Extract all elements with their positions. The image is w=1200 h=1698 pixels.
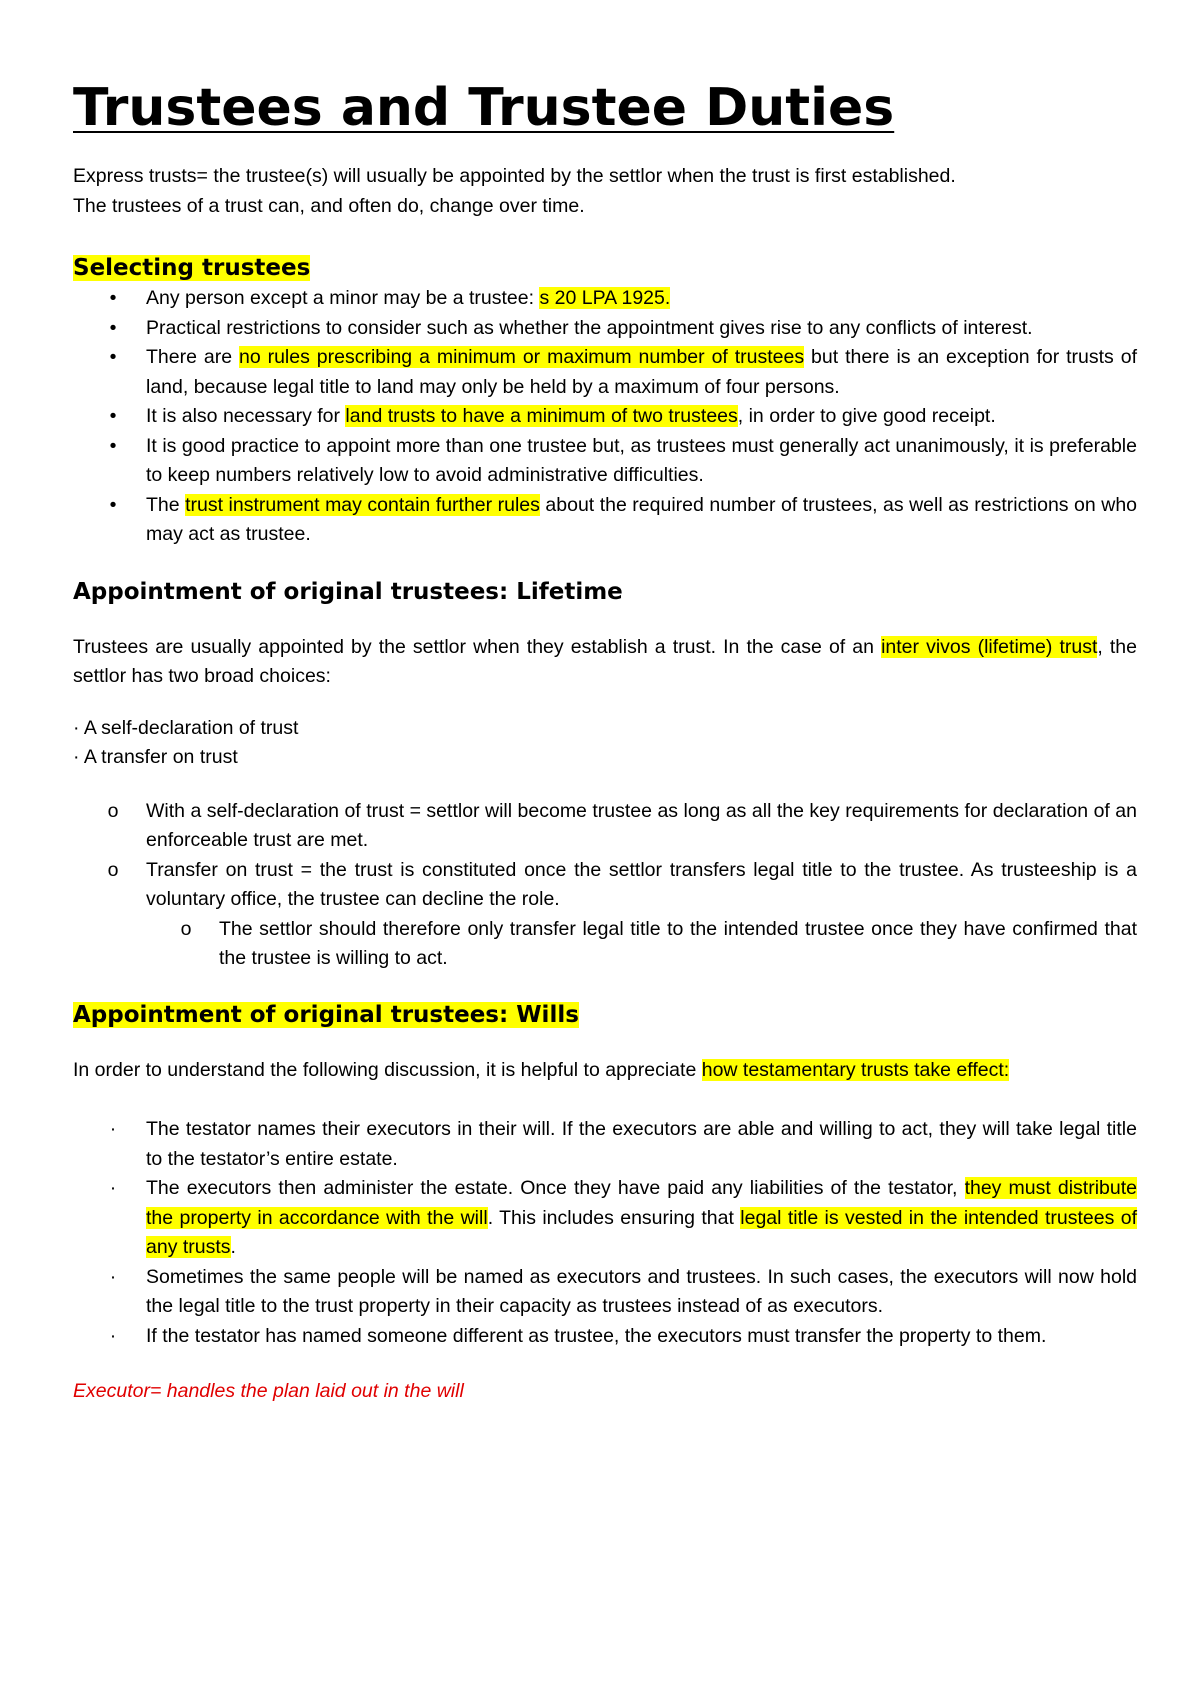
choice-transfer: · A transfer on trust [73,746,238,768]
bullet-marker: • [109,346,117,368]
wills-list [73,1115,1137,1351]
circle-marker: o [107,858,119,881]
page-title: Trustees and Trustee Duties [73,78,895,138]
list-item: · The executors then administer the estate. Once they have paid any liabilities of the testator, they must distribute the property in accordance with the will. This includes ensuring that legal title is vested in the intended trustees of any trusts. [73,1174,1137,1263]
bullet-marker: • [109,287,117,309]
list-item: · Sometimes the same people will be named as executors and trustees. In such cases, the executors will now hold the legal title to the trust property in their capacity as trustees instead of as executors. [73,1263,1137,1322]
executor-note: Executor= handles the plan laid out in the will [73,1380,464,1402]
selecting-trustees-list [73,284,1137,550]
list-item: • It is also necessary for land trusts to have a minimum of two trustees, in order to give good receipt. [73,402,1137,432]
list-item: o The settlor should therefore only transfer legal title to the intended trustee once they have confirmed that the trustee is willing to act. [73,915,1137,974]
list-item: • Any person except a minor may be a trustee: s 20 LPA 1925. [73,284,1137,314]
dot-marker: · [109,1265,117,1288]
circle-marker: o [107,799,119,822]
heading-lifetime: Appointment of original trustees: Lifetime [73,578,623,605]
circle-marker: o [180,917,192,940]
heading-selecting-trustees: Selecting trustees [73,255,311,281]
lifetime-paragraph: Trustees are usually appointed by the settlor when they establish a trust. In the case of an inter vivos (lifetime) trust, the settlor has two broad choices: [73,635,1137,687]
wills-paragraph: In order to understand the following discussion, it is helpful to appreciate how testamentary trusts take effect: [73,1058,1010,1081]
list-item: · The testator names their executors in their will. If the executors are able and willing to act, they will take legal title to the testator’s entire estate. [73,1115,1137,1174]
list-item: • The trust instrument may contain further rules about the required number of trustees, as well as restrictions on who may act as trustee. [73,491,1137,550]
bullet-marker: • [109,316,117,339]
list-item: o With a self-declaration of trust = settlor will become trustee as long as all the key requirements for declaration of an enforceable trust are met. [73,797,1137,856]
list-item: · If the testator has named someone different as trustee, the executors must transfer the property to them. [73,1322,1137,1352]
list-item: • It is good practice to appoint more than one trustee but, as trustees must generally act unanimously, it is preferable to keep numbers relatively low to avoid administrative difficulties. [73,432,1137,491]
list-item: • Practical restrictions to consider such as whether the appointment gives rise to any conflicts of interest. [73,314,1137,344]
heading-wills: Appointment of original trustees: Wills [73,1001,579,1028]
dot-marker: · [109,1324,117,1347]
intro-line-2: The trustees of a trust can, and often do, change over time. [73,194,585,217]
dot-marker: · [109,1177,117,1199]
dot-marker: · [109,1118,117,1140]
document-body [73,66,1137,1407]
bullet-marker: • [109,405,117,427]
bullet-marker: • [109,434,117,457]
list-item: • There are no rules prescribing a minimum or maximum number of trustees but there is an exception for trusts of land, because legal title to land may only be held by a maximum of four persons. [73,343,1137,402]
list-item: o Transfer on trust = the trust is constituted once the settlor transfers legal title to the trustee. As trusteeship is a voluntary office, the trustee can decline the role. [73,856,1137,915]
lifetime-sub-list [73,797,1137,974]
choice-self-declaration: · A self-declaration of trust [73,716,299,739]
intro-line-1: Express trusts= the trustee(s) will usually be appointed by the settlor when the trust is first established. [73,165,956,187]
bullet-marker: • [109,493,117,516]
